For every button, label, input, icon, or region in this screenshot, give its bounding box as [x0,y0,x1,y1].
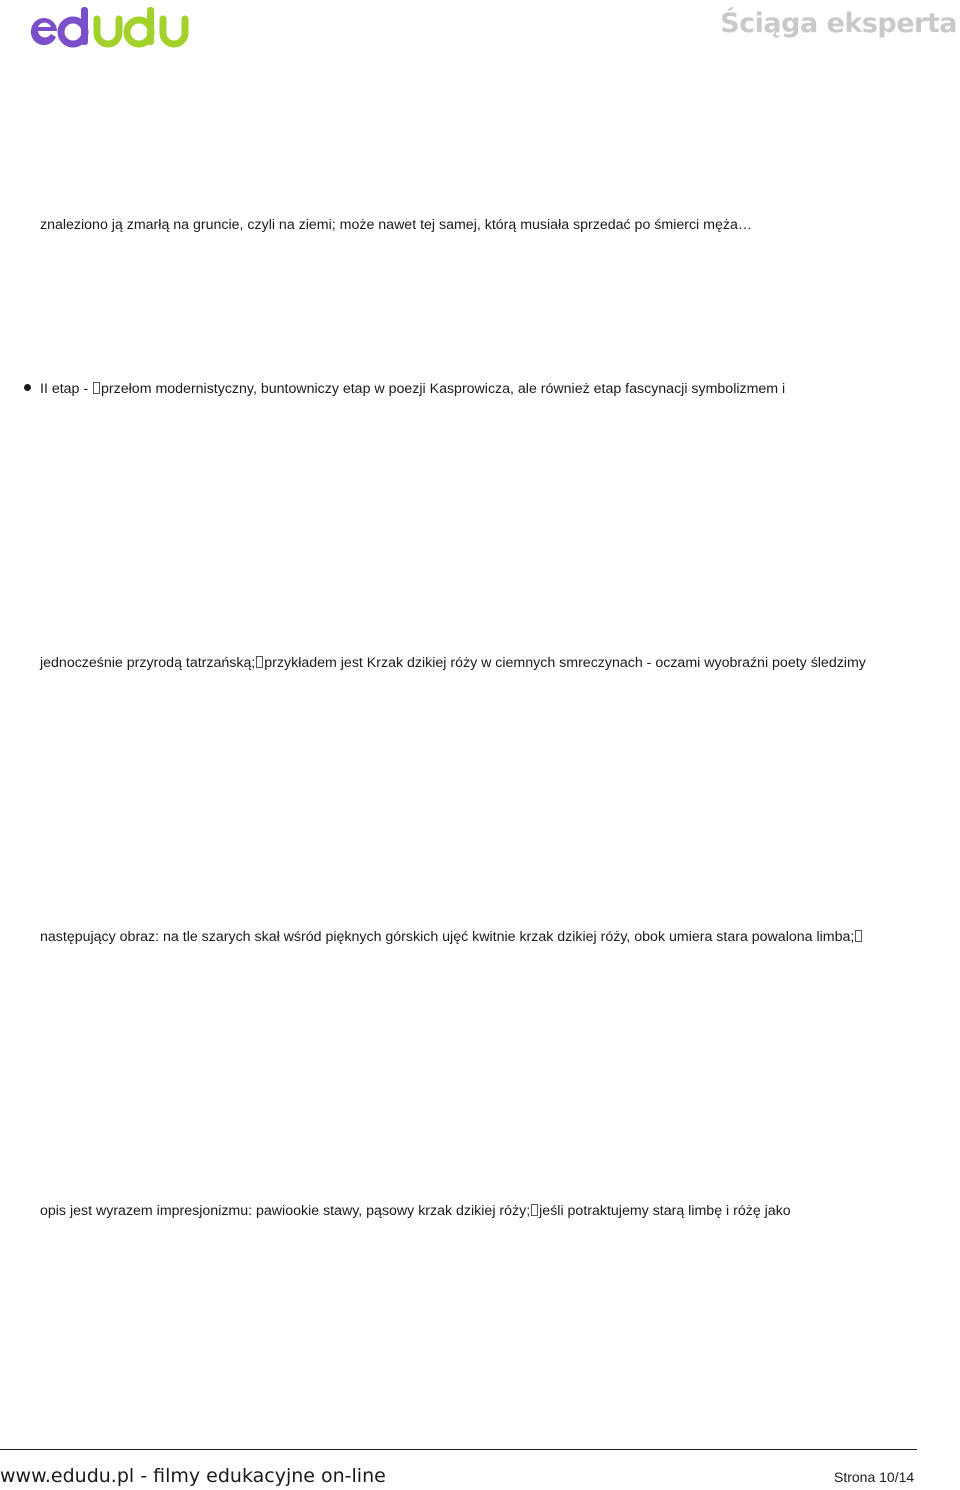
text-line-4-text: następujący obraz: na tle szarych skał wśród pięknych górskich ujęć kwitnie krzak dzikiej róży, obok umiera stara powalona limba; [40,929,855,945]
text-line-2-start: II etap - [40,381,93,397]
text-line-1-text: znaleziono ją zmarłą na gruncie, czyli na ziemi; może nawet tej samej, którą musiała sprzedać po śmierci męża… [40,217,753,233]
text-line-3-start: jednocześnie przyrodą tatrzańską; [40,655,256,671]
footer-divider [0,1449,917,1450]
text-line-3 [40,654,866,672]
page-number: Strona 10/14 [834,1469,915,1485]
text-line-1 [40,216,752,234]
footer-site-link[interactable]: www.edudu.pl - filmy edukacyjne on-line [0,1465,386,1487]
edudu-logo-mark [28,4,190,52]
text-line-3-rest: przykładem jest Krzak dzikiej róży w ciemnych smreczynach - oczami wyobraźni poety śledzimy [264,655,866,671]
tagline: Ściąga eksperta [720,8,957,39]
missing-glyph-icon [256,656,263,668]
missing-glyph-icon [531,1204,538,1216]
missing-glyph-icon [855,930,862,942]
text-line-5 [40,1202,791,1220]
text-line-5-rest: jeśli potraktujemy starą limbę i różę jako [539,1203,791,1219]
text-line-2 [40,380,785,398]
text-line-5-start: opis jest wyrazem impresjonizmu: pawiookie stawy, pąsowy krzak dzikiej róży; [40,1203,531,1219]
text-line-4 [40,928,863,946]
text-line-2-rest: przełom modernistyczny, buntowniczy etap w poezji Kasprowicza, ale również etap fascynacji symbolizmem i [101,381,786,397]
edudu-logo [28,4,190,52]
bullet-dot-icon [24,384,31,391]
missing-glyph-icon [93,382,100,394]
